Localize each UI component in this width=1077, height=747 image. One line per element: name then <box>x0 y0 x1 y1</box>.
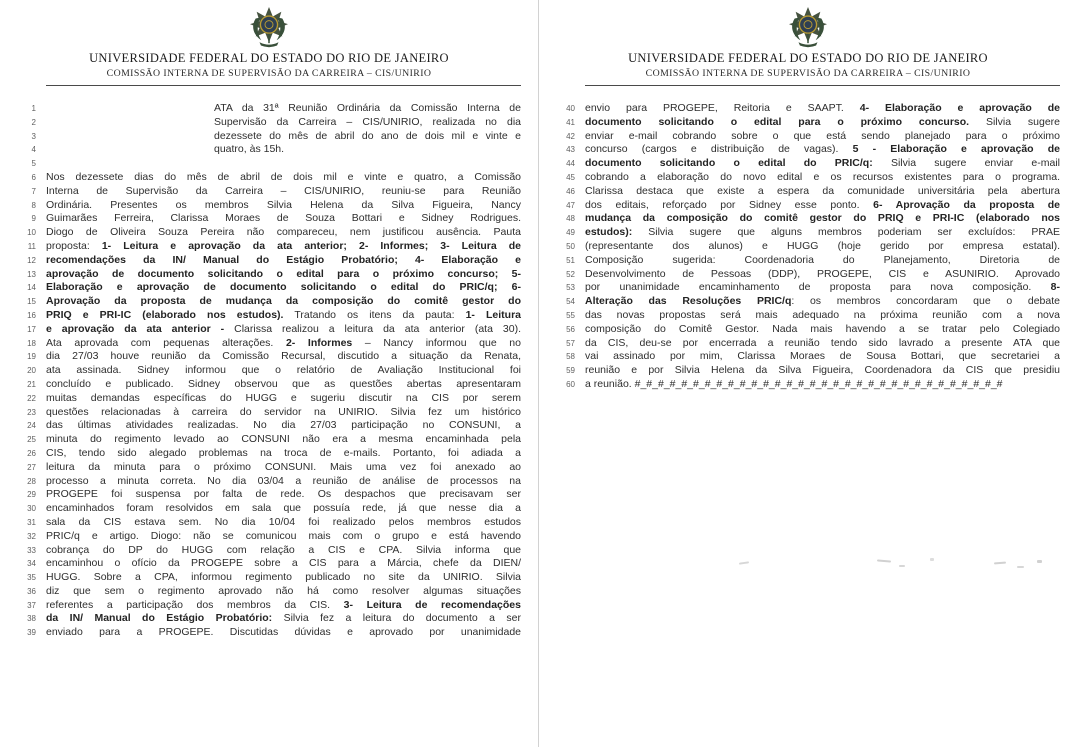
line-text: Aprovação da proposta de mudança da composição do comitê gestor do <box>46 295 521 308</box>
line-text: encaminhou o ofício da PROGEPE sobre a CIS para a Márcia, chefe da DIEN/ <box>46 557 521 570</box>
line-number: 19 <box>27 352 36 362</box>
line-number: 23 <box>27 407 36 417</box>
line-text: das últimas atividades realizadas. No dia 27/03 participação no CONSUNI, a <box>46 419 521 432</box>
line-text: enviado para a PROGEPE. Discutidas dúvidas e aprovado por unanimidade <box>46 626 521 639</box>
doc-line <box>0 199 538 213</box>
line-text: sala da CIS estava sem. No dia 10/04 foi realizado pelos membros estudos <box>46 515 521 528</box>
doc-line <box>539 226 1077 240</box>
line-text: HUGG. Sobre a CPA, informou regimento publicado no site da UNIRIO. Silvia <box>46 571 521 584</box>
line-text: enviar e-mail cobrando sobre o que está sendo planejado para o próximo <box>585 129 1060 142</box>
line-number: 5 <box>31 159 36 169</box>
doc-line <box>539 364 1077 378</box>
doc-line <box>0 392 538 406</box>
line-text: Supervisão da Carreira – CIS/UNIRIO, realizada no dia <box>214 115 521 128</box>
doc-line <box>0 323 538 337</box>
line-number: 15 <box>27 297 36 307</box>
line-text: das novas propostas será mais adequado na próxima reunião com a nova <box>585 308 1060 321</box>
line-number: 56 <box>566 324 575 334</box>
commission-name: COMISSÃO INTERNA DE SUPERVISÃO DA CARREIRA – CIS/UNIRIO <box>106 68 432 79</box>
doc-line <box>0 530 538 544</box>
line-text: leitura da minuta para o próximo CONSUNI. Mais uma vez foi anexado ao <box>46 460 521 473</box>
header-rule <box>46 85 521 86</box>
line-number: 36 <box>27 586 36 596</box>
page-body-lines <box>0 102 538 640</box>
line-text: Guimarães Ferreira, Clarissa Moraes de Souza Bottari e Sidney Rodrigues. <box>46 212 521 225</box>
doc-line <box>539 171 1077 185</box>
line-number: 35 <box>27 573 36 583</box>
line-number: 55 <box>566 310 575 320</box>
line-number: 11 <box>27 241 36 251</box>
line-text: encaminhados foram resolvidos em sala que possuía rede, já que nesse dia a <box>46 502 521 515</box>
line-text: minuta do regimento levado ao CONSUNI não era a mesma encaminhada pela <box>46 433 521 446</box>
line-text: documento solicitando o edital para o próximo concurso. Silvia sugere <box>585 115 1061 128</box>
doc-line <box>539 212 1077 226</box>
line-number: 26 <box>27 448 36 458</box>
doc-line <box>539 130 1077 144</box>
line-text: concurso (cargos e distribuição de vagas). 5 - Elaboração e aprovação de <box>585 143 1060 156</box>
line-number: 33 <box>27 545 36 555</box>
line-number: 54 <box>566 297 575 307</box>
doc-line <box>0 268 538 282</box>
line-number: 53 <box>566 283 575 293</box>
line-number: 50 <box>566 241 575 251</box>
doc-line <box>539 268 1077 282</box>
page-1 <box>0 0 538 747</box>
line-text: dezessete do mês de abril do ano de dois mil e vinte e <box>214 129 521 142</box>
line-number: 7 <box>31 186 36 196</box>
doc-line <box>0 240 538 254</box>
doc-line <box>0 612 538 626</box>
line-number: 30 <box>27 504 36 514</box>
line-text: da CIS, deu-se por encerrada a reunião tendo sido lavrado a presente ATA que <box>585 336 1060 349</box>
doc-line <box>539 309 1077 323</box>
line-number: 21 <box>27 379 36 389</box>
doc-line <box>0 419 538 433</box>
page-2 <box>538 0 1077 747</box>
line-text: proposta: 1- Leitura e aprovação da ata anterior; 2- Informes; 3- Leitura de <box>46 239 521 252</box>
line-text: dia 27/03 houve reunião da Comissão Recursal, discutido a situação da Renata, <box>46 350 521 363</box>
doc-line <box>0 337 538 351</box>
line-number: 8 <box>31 200 36 210</box>
doc-line <box>0 406 538 420</box>
line-text: dos editais, reforçado por Sidney esse ponto. 6- Aprovação da proposta de <box>585 198 1060 211</box>
doc-line <box>0 116 538 130</box>
line-text: quatro, às 15h. <box>214 143 285 156</box>
line-number: 9 <box>31 214 36 224</box>
line-text: Ordinária. Presentes os membros Silvia Helena da Silva Figueira, Nancy <box>46 198 521 211</box>
line-number: 49 <box>566 228 575 238</box>
line-number: 12 <box>27 255 36 265</box>
line-number: 44 <box>566 159 575 169</box>
doc-line <box>0 544 538 558</box>
doc-line <box>0 599 538 613</box>
line-text <box>36 157 521 171</box>
line-number: 29 <box>27 490 36 500</box>
line-text: referentes a participação dos membros da CIS. 3- Leitura de recomendações <box>46 598 521 611</box>
line-number: 4 <box>31 145 36 155</box>
doc-line <box>0 378 538 392</box>
line-number: 13 <box>27 269 36 279</box>
doc-line <box>539 378 1077 392</box>
brazil-coat-of-arms-icon <box>539 6 1077 50</box>
doc-line <box>0 171 538 185</box>
doc-line <box>539 143 1077 157</box>
line-text: PROGEPE foi suspensa por falta de rede. Os despachos que precisavam ser <box>46 488 521 501</box>
doc-line <box>539 350 1077 364</box>
line-text: a reunião. #_#_#_#_#_#_#_#_#_#_#_#_#_#_#_#_#_#_#_#_#_#_#_#_#_#_#_#_#_#_#_# <box>585 377 1003 390</box>
line-number: 57 <box>566 338 575 348</box>
doc-line <box>0 461 538 475</box>
line-number: 1 <box>31 104 36 113</box>
doc-line <box>539 116 1077 130</box>
line-number: 47 <box>566 200 575 210</box>
doc-line <box>0 226 538 240</box>
doc-line <box>539 337 1077 351</box>
line-number: 43 <box>566 145 575 155</box>
line-number: 48 <box>566 214 575 224</box>
header-rule <box>585 85 1060 86</box>
line-number: 38 <box>27 614 36 624</box>
doc-line <box>539 295 1077 309</box>
line-text: mudança da composição do comitê gestor do PRIQ e PRI-IC (elaborado nos <box>585 212 1060 225</box>
line-text: cobrando a elaboração do novo edital e os recursos existentes para o programa. <box>585 170 1060 183</box>
line-text: aprovação de documento solicitando o edital para o próximo concurso; 5- <box>46 267 521 280</box>
doc-line <box>0 157 538 171</box>
line-text: Diogo de Oliveira Souza Pereira não compareceu, nem justificou ausência. Pauta <box>46 226 521 239</box>
line-text: Desenvolvimento de Pessoas (DDP), PROGEPE, CIS e ASUNIRIO. Aprovado <box>585 267 1060 280</box>
doc-line <box>0 364 538 378</box>
line-text: muitas demandas específicas do HUGG e sugeriu discutir na CIS por serem <box>46 391 521 404</box>
doc-line <box>539 323 1077 337</box>
doc-line <box>0 488 538 502</box>
line-text: estudos): Silvia sugere que alguns membros poderiam ser excluídos: PRAE <box>585 226 1060 239</box>
line-number: 6 <box>31 172 36 182</box>
doc-line <box>0 143 538 157</box>
page-header <box>539 0 1077 86</box>
line-text: e aprovação da ata anterior - Clarissa realizou a leitura da ata anterior (ata 30). <box>46 322 521 335</box>
line-text: recomendações da IN/ Manual do Estágio Probatório; 4- Elaboração e <box>46 253 521 266</box>
doc-line <box>0 295 538 309</box>
line-text: composição do Comitê Gestor. Nada mais havendo a se tratar pelo Colegiado <box>585 322 1060 335</box>
doc-line <box>0 626 538 640</box>
line-number: 22 <box>27 393 36 403</box>
line-number: 2 <box>31 117 36 127</box>
doc-line <box>0 447 538 461</box>
line-text: reunião e por Silvia Helena da Silva Figueira, Coordenadora da CIS que presidiu <box>585 364 1060 377</box>
line-text: CIS, tendo sido alegado problemas na troca de e-mails. Portanto, foi adiada a <box>46 446 521 459</box>
doc-line <box>0 309 538 323</box>
line-text: cobrança do DP do HUGG com relação a CIS e CPA. Silvia informa que <box>46 543 521 556</box>
line-text: PRIC/q e artigo. Diogo: não se comunicou mais com o grupo e está havendo <box>46 529 521 542</box>
doc-line <box>0 281 538 295</box>
line-number: 52 <box>566 269 575 279</box>
line-text: ATA da 31ª Reunião Ordinária da Comissão Interna de <box>214 102 521 114</box>
doc-line <box>0 433 538 447</box>
line-text: Ata aprovada com pequenas alterações. 2- Informes – Nancy informou que no <box>46 336 521 349</box>
line-number: 16 <box>27 310 36 320</box>
doc-line <box>539 185 1077 199</box>
line-text: Elaboração e aprovação de documento solicitando o edital do PRIC/q; 6- <box>46 281 521 294</box>
line-number: 39 <box>27 628 36 638</box>
doc-line <box>0 475 538 489</box>
line-number: 51 <box>566 255 575 265</box>
line-text: (representante dos alunos) e HUGG (hoje gerido por empresa estatal). <box>585 239 1060 252</box>
page-body-lines <box>539 102 1077 392</box>
line-number: 34 <box>27 559 36 569</box>
line-number: 42 <box>566 131 575 141</box>
line-text: Interna de Supervisão da Carreira – CIS/UNIRIO, reuniu-se para Reunião <box>46 184 521 197</box>
university-name: UNIVERSIDADE FEDERAL DO ESTADO DO RIO DE JANEIRO <box>89 51 449 65</box>
doc-line <box>0 212 538 226</box>
doc-line <box>0 185 538 199</box>
line-number: 31 <box>27 517 36 527</box>
doc-line <box>0 516 538 530</box>
line-number: 28 <box>27 476 36 486</box>
line-number: 27 <box>27 462 36 472</box>
line-text: por unanimidade encaminhamento de proposta para nova composição. 8- <box>585 281 1060 294</box>
line-number: 58 <box>566 352 575 362</box>
line-text: documento solicitando o edital do PRIC/q: Silvia sugere enviar e-mail <box>585 157 1060 170</box>
doc-line <box>539 102 1077 116</box>
line-number: 45 <box>566 172 575 182</box>
line-number: 25 <box>27 435 36 445</box>
line-text: Alteração das Resoluções PRIC/q: os membros concordaram que o debate <box>585 295 1060 308</box>
doc-line <box>0 102 538 116</box>
doc-line <box>0 130 538 144</box>
page-header <box>0 0 538 86</box>
doc-line <box>539 254 1077 268</box>
line-number: 10 <box>27 228 36 238</box>
doc-line <box>539 281 1077 295</box>
line-number: 14 <box>27 283 36 293</box>
brazil-coat-of-arms-icon <box>0 6 538 50</box>
line-number: 40 <box>566 104 575 113</box>
line-number: 46 <box>566 186 575 196</box>
line-text: vai assinado por mim, Clarissa Moraes de Sousa Bottari, que secretariei a <box>585 350 1060 363</box>
university-name: UNIVERSIDADE FEDERAL DO ESTADO DO RIO DE JANEIRO <box>628 51 988 65</box>
line-text: Clarissa destaca que existe a espera da comunidade universitária pela abertura <box>585 184 1060 197</box>
line-number: 20 <box>27 366 36 376</box>
line-text: diz que sem o regimento aprovado não há como resolver algumas situações <box>46 584 521 597</box>
line-number: 37 <box>27 600 36 610</box>
line-number: 18 <box>27 338 36 348</box>
line-number: 41 <box>566 117 575 127</box>
line-text: Composição sugerida: Coordenadoria do Planejamento, Diretoria de <box>585 253 1060 266</box>
line-text: da IN/ Manual do Estágio Probatório: Silvia fez a leitura do documento a ser <box>46 612 521 625</box>
line-text: concluído e publicado. Sidney observou que as questões abertas apresentaram <box>46 377 521 390</box>
line-text: processo a minuta correta. No dia 03/04 a reunião de análise de processos na <box>46 474 521 487</box>
doc-line <box>0 557 538 571</box>
doc-line <box>539 199 1077 213</box>
doc-line <box>0 254 538 268</box>
line-text: envio para PROGEPE, Reitoria e SAAPT. 4- Elaboração e aprovação de <box>585 102 1061 114</box>
line-text: ata assinada. Sidney informou que o relatório de Avaliação Institucional foi <box>46 364 521 377</box>
doc-line <box>0 502 538 516</box>
line-text: PRIQ e PRI-IC (elaborado nos estudos). Tratando os itens da pauta: 1- Leitura <box>46 308 522 321</box>
line-number: 24 <box>27 421 36 431</box>
doc-line <box>0 571 538 585</box>
doc-line <box>0 585 538 599</box>
doc-line <box>0 350 538 364</box>
line-number: 17 <box>27 324 36 334</box>
line-number: 60 <box>566 379 575 389</box>
line-text: Nos dezessete dias do mês de abril de dois mil e vinte e quatro, a Comissão <box>46 170 521 183</box>
line-number: 32 <box>27 531 36 541</box>
doc-line <box>539 240 1077 254</box>
commission-name: COMISSÃO INTERNA DE SUPERVISÃO DA CARREIRA – CIS/UNIRIO <box>645 68 971 79</box>
line-number: 59 <box>566 366 575 376</box>
line-number: 3 <box>31 131 36 141</box>
line-text: questões relacionadas à carreira do servidor na UNIRIO. Silvia fez um histórico <box>46 405 521 418</box>
doc-line <box>539 157 1077 171</box>
